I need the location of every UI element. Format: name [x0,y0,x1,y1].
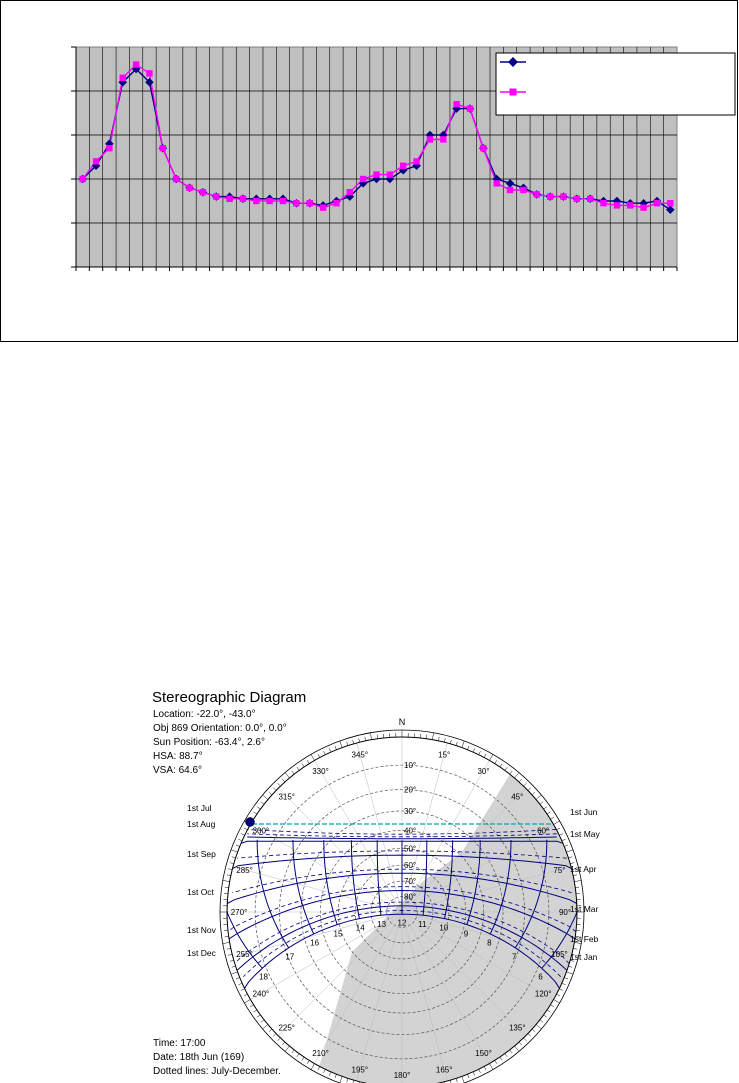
azimuth-tick [329,1072,331,1076]
azimuth-tick [505,1054,507,1057]
azimuth-tick [263,1024,268,1028]
azimuth-tick [573,875,577,876]
series-2-point [547,193,553,199]
series-2-point [173,176,179,182]
azimuth-tick [524,783,527,786]
azimuth-tick [370,733,371,740]
azimuth-tick [562,983,566,985]
current-sun-marker [246,818,255,827]
altitude-label: 20° [404,785,417,795]
azimuth-label: 75° [553,865,566,875]
series-2-point [600,200,606,206]
azimuth-tick [473,1072,475,1076]
series-2-point [467,105,473,111]
azimuth-tick [307,1060,309,1063]
hour-label: 15 [333,929,343,939]
azimuth-tick [479,751,481,755]
series-2-point [120,75,126,81]
series-2-point [253,198,259,204]
azimuth-tick [227,948,231,949]
azimuth-tick [528,1034,531,1037]
azimuth-tick [285,1046,289,1051]
azimuth-tick [495,1060,497,1063]
series-2-point [654,200,660,206]
azimuth-tick [573,948,577,949]
series-2-point [146,70,152,76]
series-2-point [480,145,486,151]
month-label-left: 1st Nov [187,925,216,935]
azimuth-label: 195° [351,1065,369,1075]
altitude-label: 40° [404,826,417,836]
azimuth-tick [359,738,360,742]
azimuth-tick [536,1024,541,1028]
series-2-point [574,196,580,202]
azimuth-tick [311,1064,315,1070]
azimuth-tick [244,994,248,996]
azimuth-tick [365,737,366,741]
month-label-right: 1st Jan [570,952,598,962]
series-2-point [133,61,139,67]
azimuth-tick [462,741,464,748]
azimuth-tick [241,989,245,991]
azimuth-tick [278,783,281,786]
series-2-point [400,163,406,169]
azimuth-tick [557,828,561,830]
series-2-point [307,200,313,206]
altitude-label: 10° [404,761,417,771]
azimuth-tick [550,1005,553,1007]
azimuth-tick [297,1054,299,1057]
azimuth-tick [432,733,433,740]
azimuth-tick [297,767,299,770]
azimuth-tick [574,880,581,881]
series-2-point [186,185,192,191]
series-2-point [427,136,433,142]
azimuth-tick [564,845,568,846]
azimuth-tick [544,1015,547,1017]
azimuth-radial [278,788,402,912]
azimuth-label: 285° [236,865,253,875]
azimuth-label: 165° [435,1065,453,1075]
azimuth-tick [227,875,231,876]
azimuth-tick [566,972,573,974]
azimuth-tick [557,994,561,996]
series-2-point [160,145,166,151]
azimuth-tick [468,1074,469,1078]
azimuth-tick [528,788,531,791]
azimuth-label: 225° [278,1023,296,1033]
azimuth-tick [324,751,326,755]
azimuth-tick [550,817,553,819]
azimuth-tick [468,746,469,750]
azimuth-tick [250,1005,253,1007]
azimuth-tick [228,869,232,870]
azimuth-label: 135° [508,1023,526,1033]
hour-label: 6 [538,972,543,982]
month-label-left: 1st Jul [187,803,212,813]
time-text: Time: 17:00 [153,1038,206,1049]
azimuth-tick [519,1042,522,1045]
azimuth-tick [490,754,494,760]
azimuth-tick [490,1064,494,1070]
azimuth-label: 345° [351,750,369,760]
hour-line [377,840,381,915]
azimuth-tick [285,773,289,778]
series-2-point [200,189,206,195]
azimuth-tick [269,1029,272,1032]
vsa-text: VSA: 64.6° [153,765,203,776]
azimuth-tick [228,954,232,955]
azimuth-tick [232,966,236,967]
azimuth-tick [257,1015,260,1017]
azimuth-tick [456,742,457,746]
azimuth-tick [263,795,268,799]
hour-line [293,840,314,934]
azimuth-tick [564,978,568,979]
azimuth-tick [540,802,543,804]
series-2-point [347,189,353,195]
azimuth-label: 105° [551,950,568,960]
series-2-point [360,176,366,182]
azimuth-tick [438,737,439,741]
azimuth-tick [568,966,572,967]
location-text: Location: -22.0°, -43.0° [153,709,256,720]
series-2-point [213,193,219,199]
azimuth-tick [347,742,348,746]
azimuth-tick [510,771,512,774]
legend-box [496,53,735,115]
azimuth-tick [329,748,331,752]
azimuth-tick [282,779,285,782]
hour-label: 10 [439,923,449,933]
dotted-lines-note: Dotted lines: July-December. [153,1066,281,1077]
azimuth-tick [462,1076,464,1083]
azimuth-tick [554,821,560,825]
azimuth-tick [532,792,535,795]
hour-label: 18 [259,972,268,982]
azimuth-tick [575,887,579,888]
series-2-point [266,198,272,204]
series-2-point [240,196,246,202]
azimuth-tick [261,1020,264,1022]
series-2-point [453,101,459,107]
azimuth-tick [302,1057,304,1060]
series-2-point [614,202,620,208]
hour-label: 11 [418,920,427,930]
azimuth-label: 120° [534,989,552,999]
month-label-right: 1st Mar [570,904,599,914]
azimuth-tick [307,760,309,763]
azimuth-tick [544,807,547,809]
altitude-label: 30° [404,806,417,816]
azimuth-tick [353,740,354,744]
azimuth-tick [238,983,242,985]
azimuth-label: 30° [477,766,490,776]
date-text: Date: 18th Jun (169) [153,1052,245,1063]
azimuth-tick [450,740,451,744]
azimuth-tick [236,845,240,846]
azimuth-tick [484,1067,486,1071]
azimuth-tick [547,1010,550,1012]
hour-label: 12 [397,918,407,928]
series-2-point [79,176,85,182]
series-2-point [520,187,526,193]
altitude-label: 80° [404,892,417,902]
series-2-point [560,193,566,199]
azimuth-tick [554,1000,560,1004]
azimuth-tick [244,828,248,830]
azimuth-tick [311,754,315,760]
series-2-point [293,200,299,206]
month-label-left: 1st Sep [187,849,216,859]
azimuth-tick [318,754,320,758]
azimuth-tick [540,1020,543,1022]
north-label: N [398,717,406,727]
series-2-point [280,198,286,204]
azimuth-tick [230,863,234,864]
hour-label: 9 [463,929,469,939]
azimuth-tick [232,857,236,858]
series-2-point [373,171,379,177]
azimuth-label: 255° [236,950,253,960]
azimuth-tick [568,857,572,858]
azimuth-label: 150° [475,1049,492,1059]
series-2-point [320,204,326,210]
azimuth-label: 180° [393,1071,411,1080]
azimuth-label: 45° [511,792,524,802]
azimuth-tick [500,1057,502,1060]
azimuth-tick [340,741,342,748]
hour-label: 8 [487,938,492,948]
azimuth-tick [335,1074,336,1078]
azimuth-label: 300° [252,826,270,836]
azimuth-tick [562,839,566,841]
azimuth-label: 330° [312,766,329,776]
azimuth-tick [514,1046,518,1051]
hour-line [257,840,289,948]
series-2-point [226,196,232,202]
line-chart [0,0,739,345]
month-label-right: 1st Jun [570,807,598,817]
azimuth-tick [273,788,276,791]
azimuth-tick [241,834,245,836]
hsa-text: HSA: 88.7° [153,751,203,762]
series-2-point [667,200,673,206]
azimuth-tick [225,887,229,888]
azimuth-tick [505,767,507,770]
month-label-left: 1st Dec [187,948,216,958]
orientation-text: Obj 869 Orientation: 0.0°, 0.0° [153,723,287,734]
series-2-point [413,158,419,164]
azimuth-tick [479,1069,481,1073]
azimuth-tick [473,748,475,752]
azimuth-tick [292,1050,294,1053]
month-label-right: 1st Feb [570,934,599,944]
azimuth-tick [500,764,502,767]
azimuth-tick [223,880,230,881]
azimuth-tick [324,1069,326,1073]
azimuth-tick [282,1042,285,1045]
azimuth-tick [340,1076,342,1083]
azimuth-tick [484,754,486,758]
diagram-title: Stereographic Diagram [152,689,307,706]
azimuth-tick [347,1078,348,1082]
azimuth-tick [335,746,336,750]
hour-label: 16 [310,938,320,948]
sun-position-text: Sun Position: -63.4°, 2.6° [153,737,265,748]
hour-label: 17 [285,952,295,962]
azimuth-tick [547,812,550,814]
azimuth-label: 210° [312,1049,329,1059]
azimuth-tick [302,764,304,767]
azimuth-label: 240° [252,989,270,999]
azimuth-tick [273,1034,276,1037]
azimuth-tick [278,1038,281,1041]
azimuth-tick [231,850,238,852]
series-2-point [494,180,500,186]
month-label-right: 1st May [570,829,600,839]
azimuth-label: 315° [278,792,296,802]
azimuth-tick [519,779,522,782]
azimuth-tick [223,942,230,943]
month-label-right: 1st Apr [570,864,597,874]
series-2-point [440,136,446,142]
series-2-point [507,187,513,193]
azimuth-label: 15° [438,750,451,760]
azimuth-tick [377,735,378,739]
series-2-point [333,200,339,206]
series-2-point [106,145,112,151]
azimuth-radial [357,743,402,912]
series-2-point [534,191,540,197]
azimuth-tick [231,972,238,974]
altitude-label: 50° [404,844,417,854]
azimuth-tick [426,735,427,739]
hour-label: 13 [377,920,387,930]
azimuth-tick [536,795,541,799]
azimuth-tick [254,812,257,814]
azimuth-tick [456,1078,457,1082]
azimuth-tick [238,839,242,841]
azimuth-tick [236,978,240,979]
legend-marker-series-2 [510,89,517,96]
azimuth-label: 90° [558,908,572,917]
altitude-label: 60° [404,861,417,871]
hour-label: 14 [355,923,365,933]
azimuth-label: 60° [537,826,550,836]
azimuth-tick [261,802,264,804]
altitude-label: 70° [404,877,417,887]
series-2-point [93,158,99,164]
series-2-point [627,202,633,208]
legend [496,53,735,115]
azimuth-tick [244,1000,250,1004]
azimuth-tick [559,834,563,836]
azimuth-tick [495,760,497,763]
azimuth-label: 270° [230,908,248,917]
azimuth-tick [532,1029,535,1032]
azimuth-tick [566,850,573,852]
azimuth-tick [230,960,234,961]
azimuth-tick [254,1010,257,1012]
azimuth-tick [524,1038,527,1041]
series-2-point [640,204,646,210]
azimuth-tick [257,807,260,809]
azimuth-tick [292,771,294,774]
azimuth-tick [269,792,272,795]
series-2-point [387,171,393,177]
azimuth-tick [559,989,563,991]
azimuth-tick [510,1050,512,1053]
hour-label: 7 [511,952,517,962]
azimuth-tick [444,738,445,742]
month-label-left: 1st Oct [187,887,214,897]
azimuth-tick [318,1067,320,1071]
stereographic-diagram [150,684,600,1083]
azimuth-tick [514,773,518,778]
month-label-left: 1st Aug [187,819,216,829]
series-2-point [587,196,593,202]
azimuth-tick [225,936,229,937]
